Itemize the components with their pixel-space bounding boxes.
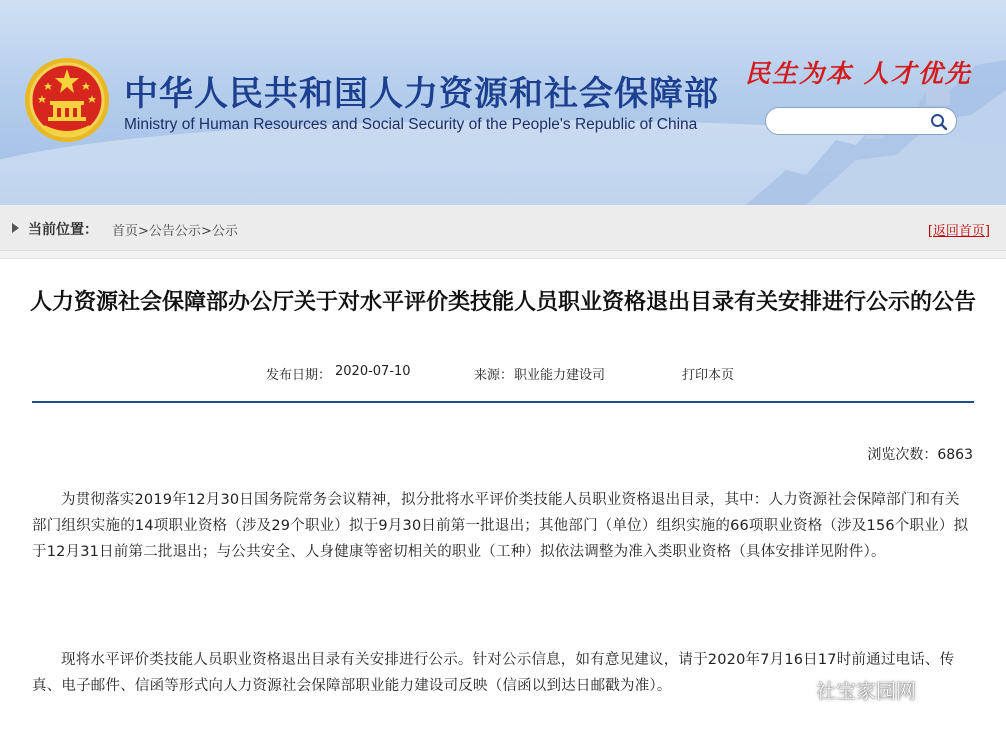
article-paragraph: 现将水平评价类技能人员职业资格退出目录有关安排进行公示。针对公示信息，如有意见建议，请于2020年7月16日17时前通过电话、传真、电子邮件、信函等形式向人力资源社会保障部职业能力建设司反映（信函以到达日邮戳为准）。 bbox=[32, 652, 955, 694]
breadcrumb-home[interactable]: 首页 bbox=[112, 224, 139, 239]
view-count-label: 浏览次数： bbox=[867, 447, 938, 463]
ministry-title-en: Ministry of Human Resources and Social Security of the People's Republic of China bbox=[124, 116, 698, 133]
search-box bbox=[765, 107, 957, 135]
view-count-value: 6863 bbox=[937, 447, 973, 463]
national-emblem-icon bbox=[22, 55, 112, 145]
breadcrumb-label: 当前位置： bbox=[28, 222, 98, 238]
slogan: 民生为本 人才优先 bbox=[745, 59, 972, 88]
wechat-icon bbox=[790, 677, 814, 699]
breadcrumb-separator: > bbox=[138, 224, 149, 239]
ministry-title-cn: 中华人民共和国人力资源和社会保障部 bbox=[124, 74, 719, 114]
breadcrumb-notices[interactable]: 公示 bbox=[211, 224, 238, 239]
article-container bbox=[0, 258, 1006, 739]
title-divider bbox=[32, 401, 974, 403]
breadcrumb-announcements[interactable]: 公告公示 bbox=[148, 224, 201, 239]
view-count bbox=[867, 444, 973, 464]
source-label: 来源： bbox=[474, 368, 514, 383]
breadcrumb-bar bbox=[0, 205, 1006, 251]
header-banner bbox=[0, 0, 1006, 205]
breadcrumb bbox=[112, 220, 238, 239]
breadcrumb-separator: > bbox=[200, 224, 212, 239]
article-paragraph: 为贯彻落实2019年12月30日国务院常务会议精神，拟分批将水平评价类技能人员职业资格退出目录，其中：人力资源社会保障部门和有关部门组织实施的14项职业资格（涉及29个职业）拟于9月30日前第一批退出；其他部门（单位）组织实施的66项职业资格（涉及156个职业）拟于12月31日前第二批退出；与公共安全、人身健康等密切相关的职业（工种）拟依法调整为准入类职业资格（具体安排详见附件）。 bbox=[32, 492, 969, 560]
print-page-link[interactable]: 打印本页 bbox=[682, 368, 735, 383]
source-value: 职业能力建设司 bbox=[514, 368, 606, 383]
article-title: 人力资源社会保障部办公厅关于对水平评价类技能人员职业资格退出目录有关安排进行公示的公告 bbox=[30, 290, 977, 315]
publish-date: 2020-07-10 bbox=[335, 364, 411, 379]
search-icon[interactable] bbox=[930, 113, 948, 131]
breadcrumb-arrow-icon bbox=[12, 223, 19, 233]
back-home-link[interactable]: [返回首页] bbox=[927, 224, 990, 239]
watermark: 社宝家园网 bbox=[816, 679, 916, 703]
publish-date-label: 发布日期： bbox=[266, 368, 332, 383]
search-input[interactable] bbox=[776, 112, 930, 132]
